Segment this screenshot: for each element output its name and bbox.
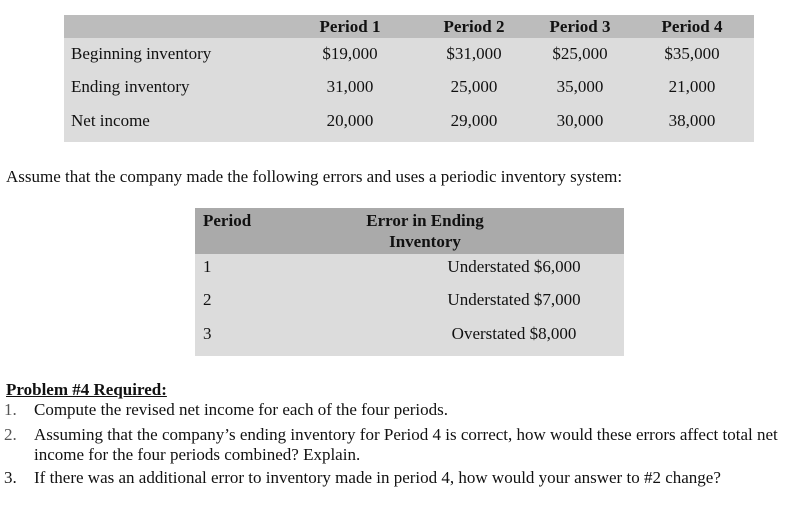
- row-label-net-income: Net income: [71, 111, 150, 130]
- net-income-p1: 20,000: [326, 111, 374, 130]
- header-period-4: Period 4: [661, 17, 723, 36]
- error-row-3-value: Overstated $8,000: [451, 324, 577, 343]
- error-row-1-value: Understated $6,000: [447, 257, 581, 276]
- list-item-number: 3.: [4, 468, 17, 487]
- list-item-text: Assuming that the company’s ending inventory for Period 4 is correct, how would these errors affect total net income for the four periods combined? Explain.: [34, 425, 778, 464]
- list-item-text: Compute the revised net income for each of the four periods.: [34, 400, 449, 419]
- header-period-3: Period 3: [549, 17, 611, 36]
- inventory-header-bar: [64, 15, 754, 38]
- header-error-in-ending-inventory: Error in Ending Inventory: [366, 211, 484, 251]
- problem-title: Problem #4 Required:: [6, 380, 167, 399]
- list-item-text: If there was an additional error to inventory made in period 4, how would your answer to #2 change?: [34, 468, 721, 487]
- beginning-inventory-p4: $35,000: [664, 44, 720, 63]
- beginning-inventory-p2: $31,000: [446, 44, 502, 63]
- beginning-inventory-p1: $19,000: [322, 44, 378, 63]
- error-row-2-value: Understated $7,000: [447, 290, 581, 309]
- error-row-3-period: 3: [203, 324, 212, 343]
- error-table: [195, 208, 624, 356]
- ending-inventory-p1: 31,000: [326, 77, 374, 96]
- net-income-p4: 38,000: [668, 111, 716, 130]
- header-period-2: Period 2: [443, 17, 505, 36]
- list-item-number: 2.: [4, 425, 17, 444]
- row-label-ending-inventory: Ending inventory: [71, 77, 190, 96]
- header-period-1: Period 1: [319, 17, 381, 36]
- ending-inventory-p2: 25,000: [450, 77, 498, 96]
- inventory-table: [64, 15, 754, 142]
- ending-inventory-p4: 21,000: [668, 77, 716, 96]
- row-label-beginning-inventory: Beginning inventory: [71, 44, 212, 63]
- error-row-2-period: 2: [203, 290, 212, 309]
- intro-text: Assume that the company made the following errors and uses a periodic inventory system:: [6, 167, 623, 186]
- ending-inventory-p3: 35,000: [556, 77, 604, 96]
- net-income-p2: 29,000: [450, 111, 498, 130]
- error-row-1-period: 1: [203, 257, 212, 276]
- header-period: Period: [203, 211, 252, 230]
- list-item-number: 1.: [4, 400, 17, 419]
- net-income-p3: 30,000: [556, 111, 604, 130]
- beginning-inventory-p3: $25,000: [552, 44, 608, 63]
